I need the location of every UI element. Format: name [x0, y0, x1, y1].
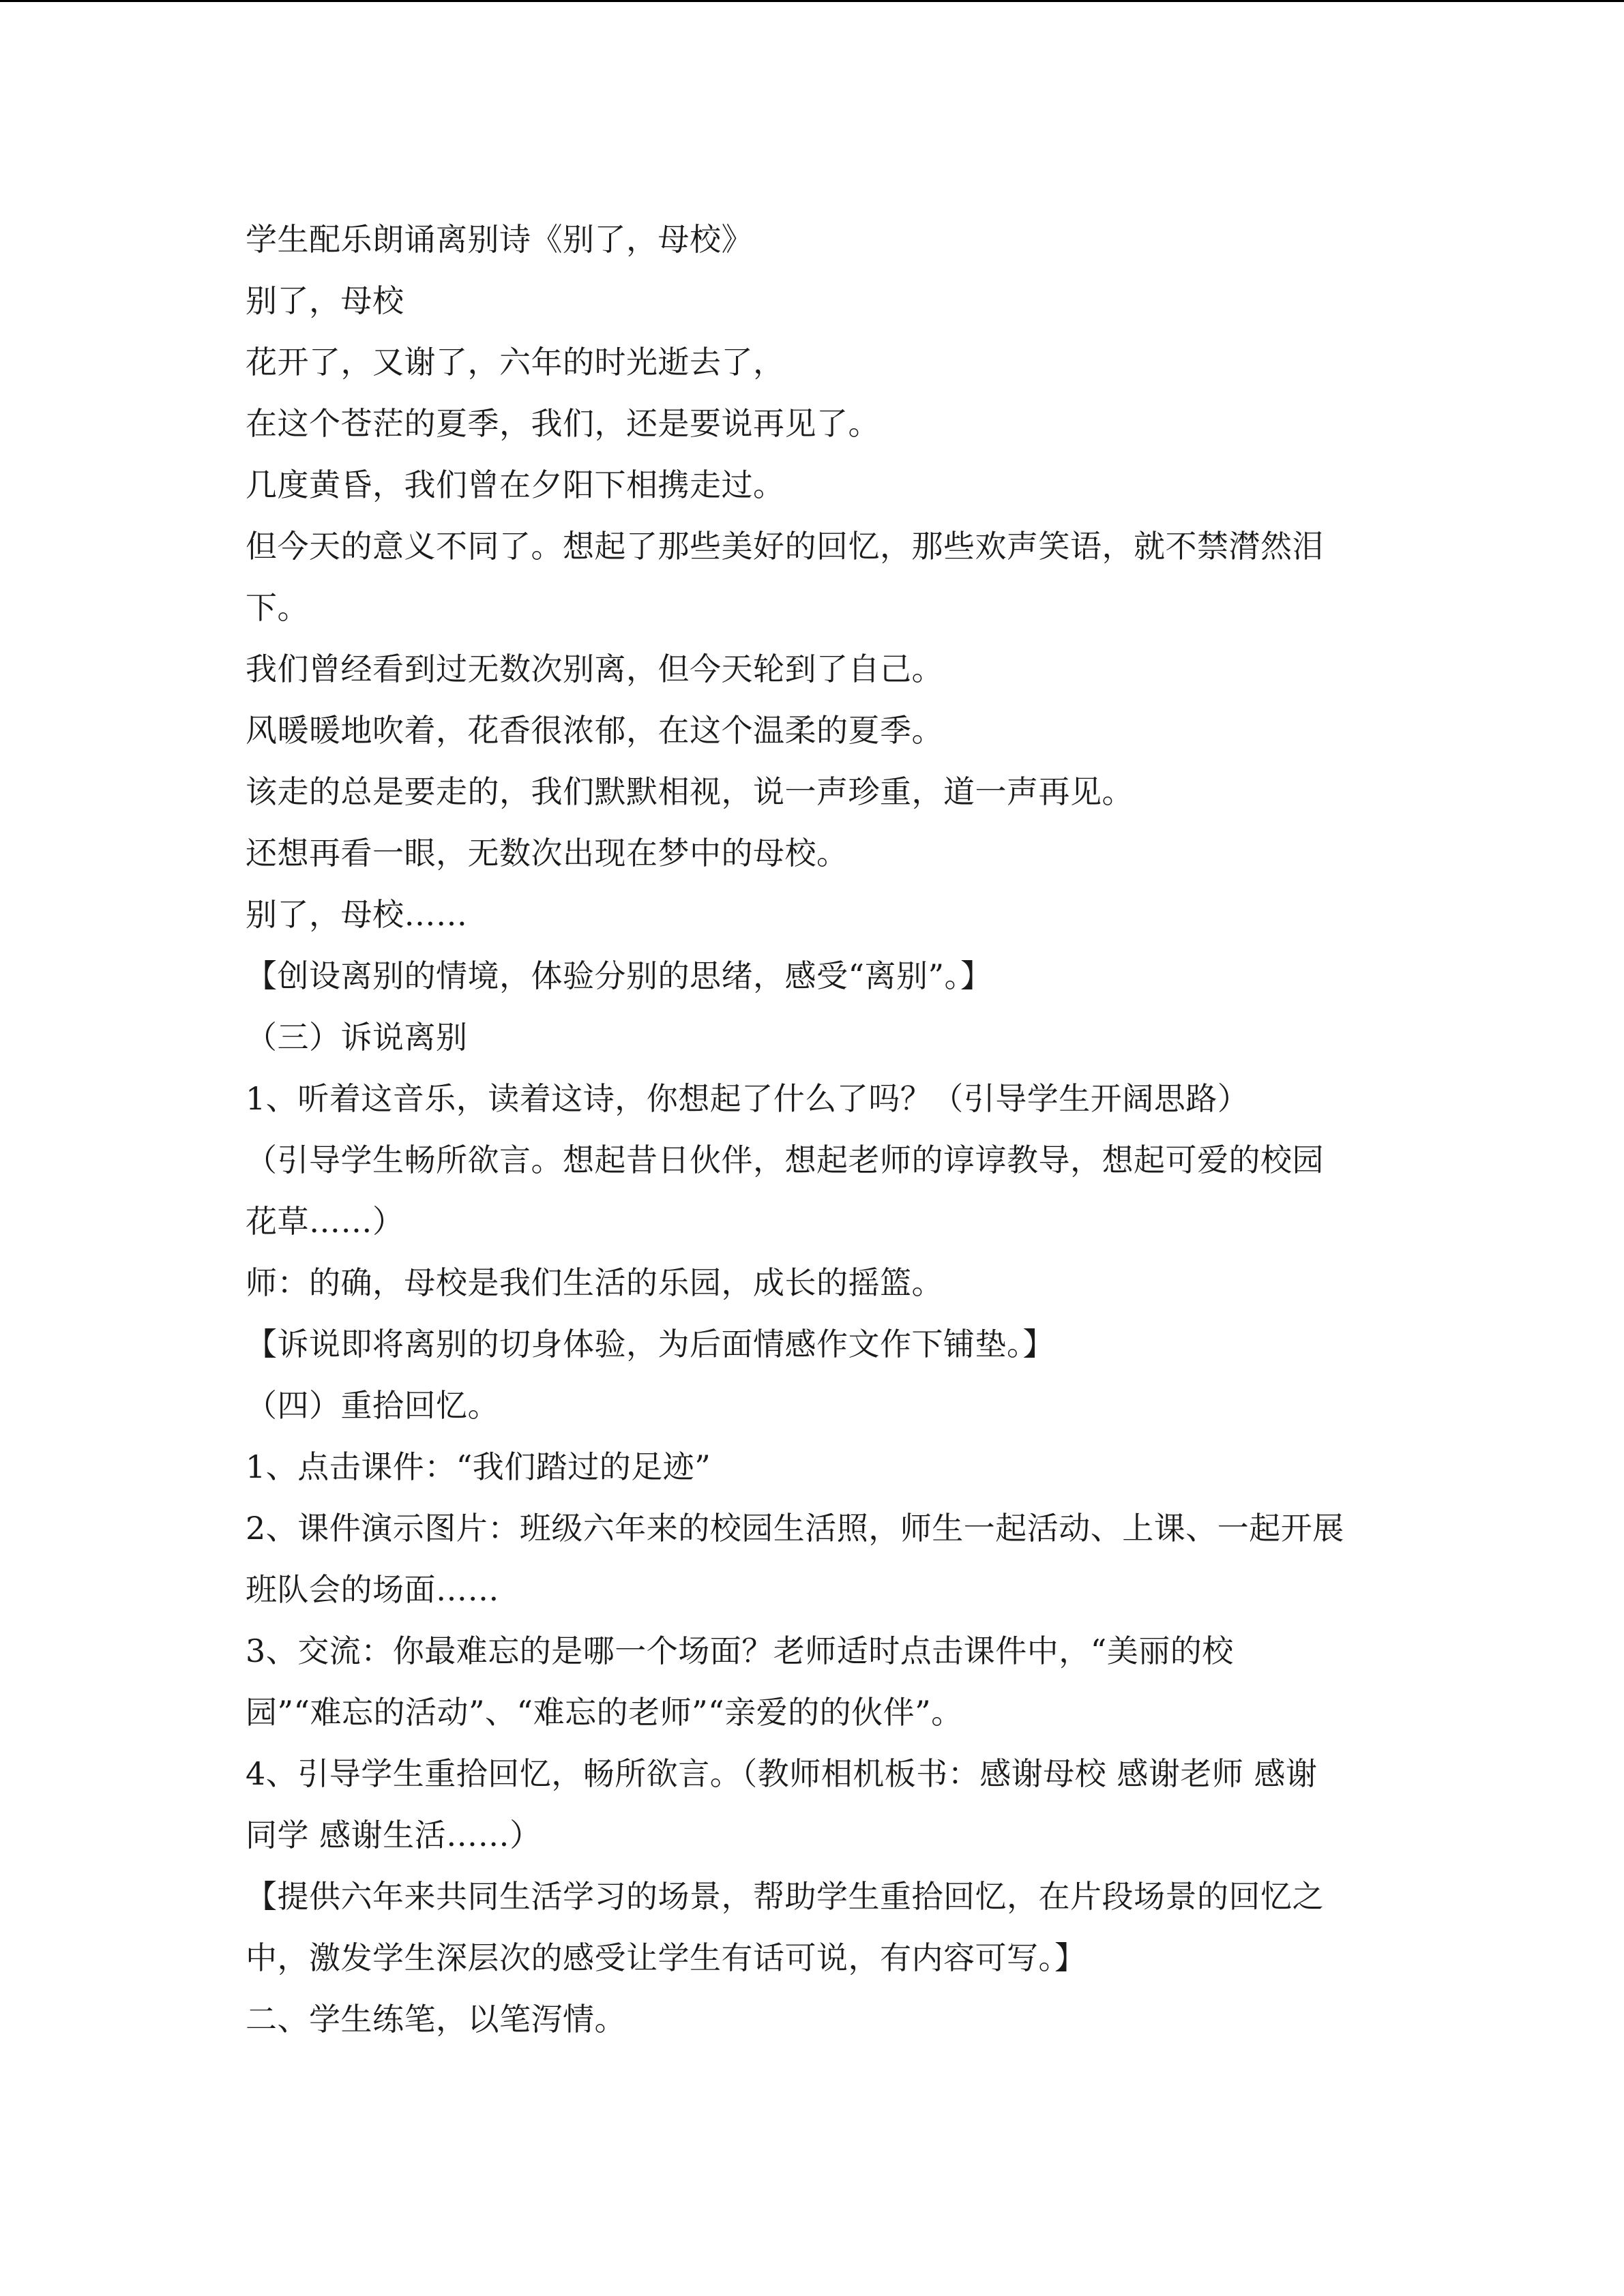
design-note-line: 【创设离别的情境，体验分别的思绪，感受“离别”。】 — [246, 957, 992, 994]
poem-line: 下。 — [246, 589, 309, 626]
poem-line: 在这个苍茫的夏季，我们，还是要说再见了。 — [246, 405, 880, 442]
design-note-line: 【提供六年来共同生活学习的场景，帮助学生重拾回忆，在片段场景的回忆之 — [246, 1878, 1324, 1915]
poem-line: 还想再看一眼，无数次出现在梦中的母校。 — [246, 835, 848, 871]
poem-title-line: 别了，母校 — [246, 282, 404, 319]
paragraph-line: 班队会的场面…… — [246, 1571, 499, 1608]
poem-line: 我们曾经看到过无数次别离，但今天轮到了自己。 — [246, 651, 943, 687]
paragraph-line: 4、引导学生重拾回忆，畅所欲言。（教师相机板书：感谢母校 感谢老师 感谢 — [246, 1755, 1318, 1792]
paragraph-line: 师：的确，母校是我们生活的乐园，成长的摇篮。 — [246, 1264, 943, 1301]
paragraph-line: 花草……） — [246, 1203, 404, 1240]
poem-line: 风暖暖地吹着，花香很浓郁，在这个温柔的夏季。 — [246, 712, 943, 749]
paragraph-line: 3、交流：你最难忘的是哪一个场面？老师适时点击课件中，“美丽的校 — [246, 1632, 1234, 1669]
paragraph-line: 2、课件演示图片：班级六年来的校园生活照，师生一起活动、上课、一起开展 — [246, 1510, 1344, 1547]
poem-intro-line: 学生配乐朗诵离别诗《别了，母校》 — [246, 221, 753, 258]
design-note-line: 【诉说即将离别的切身体验，为后面情感作文作下铺垫。】 — [246, 1326, 1054, 1362]
paragraph-line: 同学 感谢生活……） — [246, 1817, 542, 1853]
poem-line: 花开了，又谢了，六年的时光逝去了， — [246, 344, 785, 381]
poem-line: 但今天的意义不同了。想起了那些美好的回忆，那些欢声笑语，就不禁潸然泪 — [246, 528, 1324, 565]
page-top-border — [0, 0, 1624, 2]
poem-line: 该走的总是要走的，我们默默相视，说一声珍重，道一声再见。 — [246, 773, 1134, 810]
paragraph-line: 园”“难忘的活动”、“难忘的老师”“亲爱的的伙伴”。 — [246, 1694, 963, 1731]
paragraph-line: （引导学生畅所欲言。想起昔日伙伴，想起老师的谆谆教导，想起可爱的校园 — [246, 1142, 1324, 1178]
poem-line: 别了，母校…… — [246, 896, 468, 933]
section-heading: 二、学生练笔，以笔泻情。 — [246, 2001, 626, 2038]
section-heading: （四）重拾回忆。 — [246, 1387, 499, 1424]
paragraph-line: 1、点击课件：“我们踏过的足迹” — [246, 1448, 711, 1485]
document-body — [246, 209, 1378, 2050]
design-note-line: 中，激发学生深层次的感受让学生有话可说，有内容可写。】 — [246, 1939, 1087, 1976]
poem-line: 几度黄昏，我们曾在夕阳下相携走过。 — [246, 466, 785, 503]
paragraph-line: 1、听着这音乐，读着这诗，你想起了什么了吗？（引导学生开阔思路） — [246, 1080, 1250, 1117]
section-heading: （三）诉说离别 — [246, 1019, 468, 1056]
